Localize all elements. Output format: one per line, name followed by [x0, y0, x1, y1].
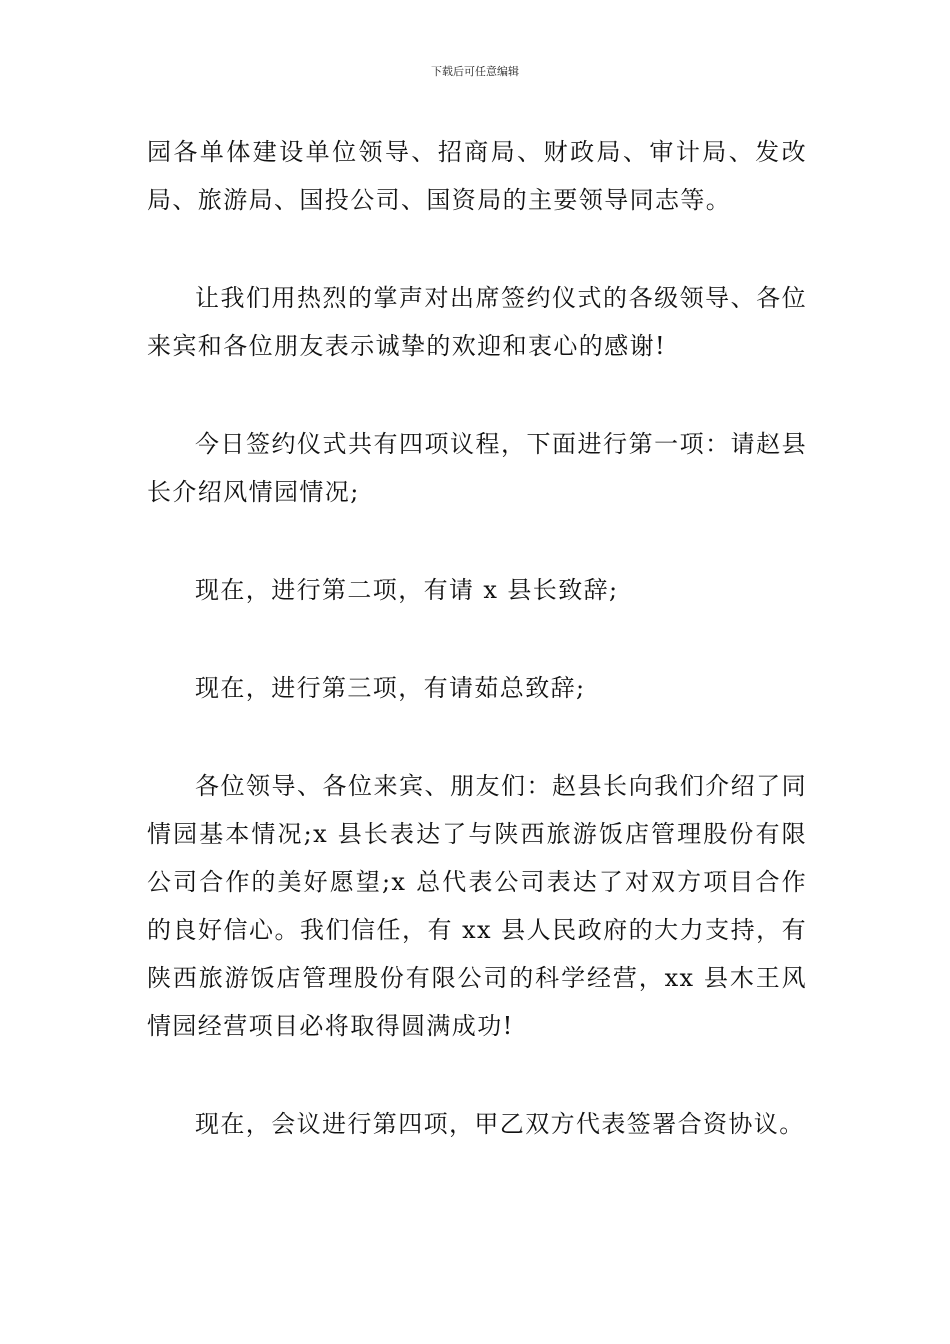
paragraph-agenda-item-one: 今日签约仪式共有四项议程，下面进行第一项：请赵县长介绍风情园情况; [147, 430, 807, 506]
page-header-note: 下载后可任意编辑 [431, 65, 519, 78]
paragraph-agenda-item-two: 现在，进行第二项，有请 x 县长致辞; [195, 576, 619, 604]
paragraph-welcome-applause: 让我们用热烈的掌声对出席签约仪式的各级领导、各位来宾和各位朋友表示诚挚的欢迎和衷心的感谢! [147, 284, 807, 360]
paragraph-summary-remarks: 各位领导、各位来宾、朋友们：赵县长向我们介绍了同情园基本情况;x 县长表达了与陕西旅游饭店管理股份有限公司合作的美好愿望;x 总代表公司表达了对双方项目合作的良好信心。我们信任，有 xx 县人民政府的大力支持，有陕西旅游饭店管理股份有限公司的科学经营，xx 县木王风情园经营项目必将取得圆满成功! [147, 772, 807, 1040]
paragraph-attendees-continued: 园各单体建设单位领导、招商局、财政局、审计局、发改局、旅游局、国投公司、国资局的主要领导同志等。 [147, 138, 807, 214]
paragraph-agenda-item-three: 现在，进行第三项，有请茹总致辞; [195, 674, 586, 702]
document-body [147, 128, 807, 1198]
paragraph-agenda-item-four: 现在，会议进行第四项，甲乙双方代表签署合资协议。 [195, 1110, 805, 1138]
